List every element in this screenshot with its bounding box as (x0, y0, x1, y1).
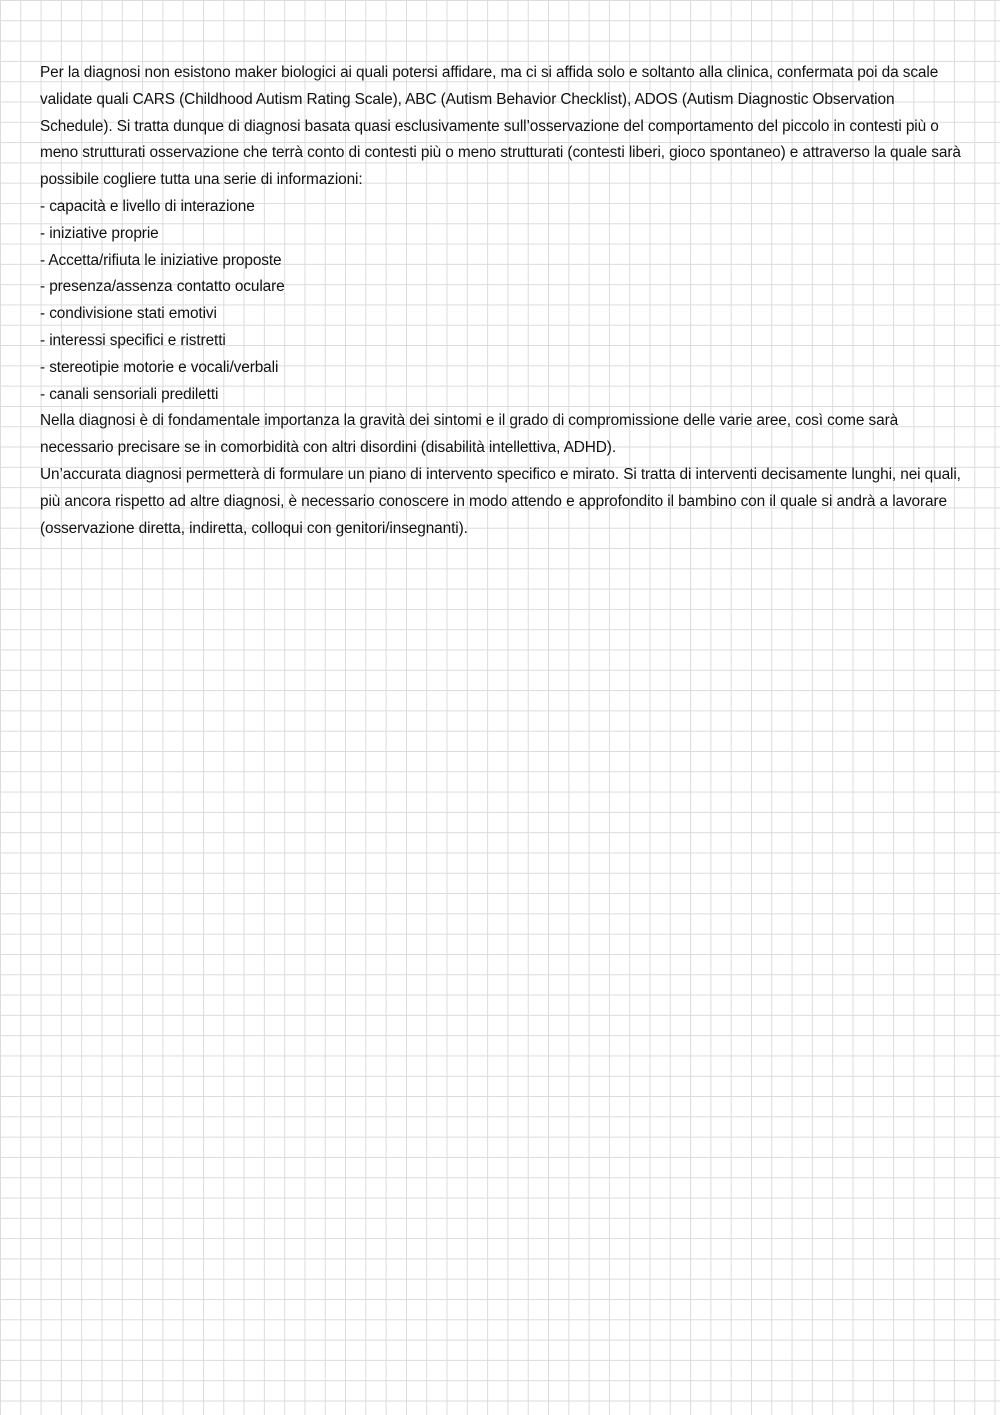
document-page (40, 60, 965, 542)
list-item-stereotypies: - stereotipie motorie e vocali/verbali (40, 358, 279, 376)
list-item-own-initiatives: - iniziative proprie (40, 224, 159, 242)
list-item-interaction: - capacità e livello di interazione (40, 197, 255, 215)
list-item-emotional-states: - condivisione stati emotivi (40, 305, 217, 323)
list-item-sensory-channels: - canali sensoriali prediletti (40, 385, 219, 403)
intervention-paragraph: Un’accurata diagnosi permetterà di formulare un piano di intervento specifico e mirato. Si tratta di interventi decisamente lunghi, nei quali, più ancora rispetto ad altre diagnosi, è necessario conoscere in modo attendo e approfondito il bambino con il quale si andrà a lavorare (osservazione diretta, indiretta, colloqui con genitori/insegnanti). (40, 465, 961, 537)
observation-list (40, 194, 965, 408)
intro-paragraph: Per la diagnosi non esistono maker biologici ai quali potersi affidare, ma ci si affida solo e soltanto alla clinica, confermata poi da scale validate quali CARS (Childhood Autism Rating Scale), ABC (Autism Behavior Checklist), ADOS (Autism Diagnostic Observation Schedule). Si tratta dunque di diagnosi basata quasi esclusivamente sull’osservazione del comportamento del piccolo in contesti più o meno strutturati osservazione che terrà conto di contesti più o meno strutturati (contesti liberi, gioco spontaneo) e attraverso la quale sarà possibile cogliere tutta una serie di informazioni: (40, 64, 961, 189)
list-item-eye-contact: - presenza/assenza contatto oculare (40, 278, 285, 296)
list-item-accepts-rejects: - Accetta/rifiuta le iniziative proposte (40, 251, 282, 269)
severity-paragraph: Nella diagnosi è di fondamentale importanza la gravità dei sintomi e il grado di compromissione delle varie aree, così come sarà necessario precisare se in comorbidità con altri disordini (disabilità intellettiva, ADHD). (40, 412, 899, 457)
list-item-restricted-interests: - interessi specifici e ristretti (40, 331, 226, 349)
